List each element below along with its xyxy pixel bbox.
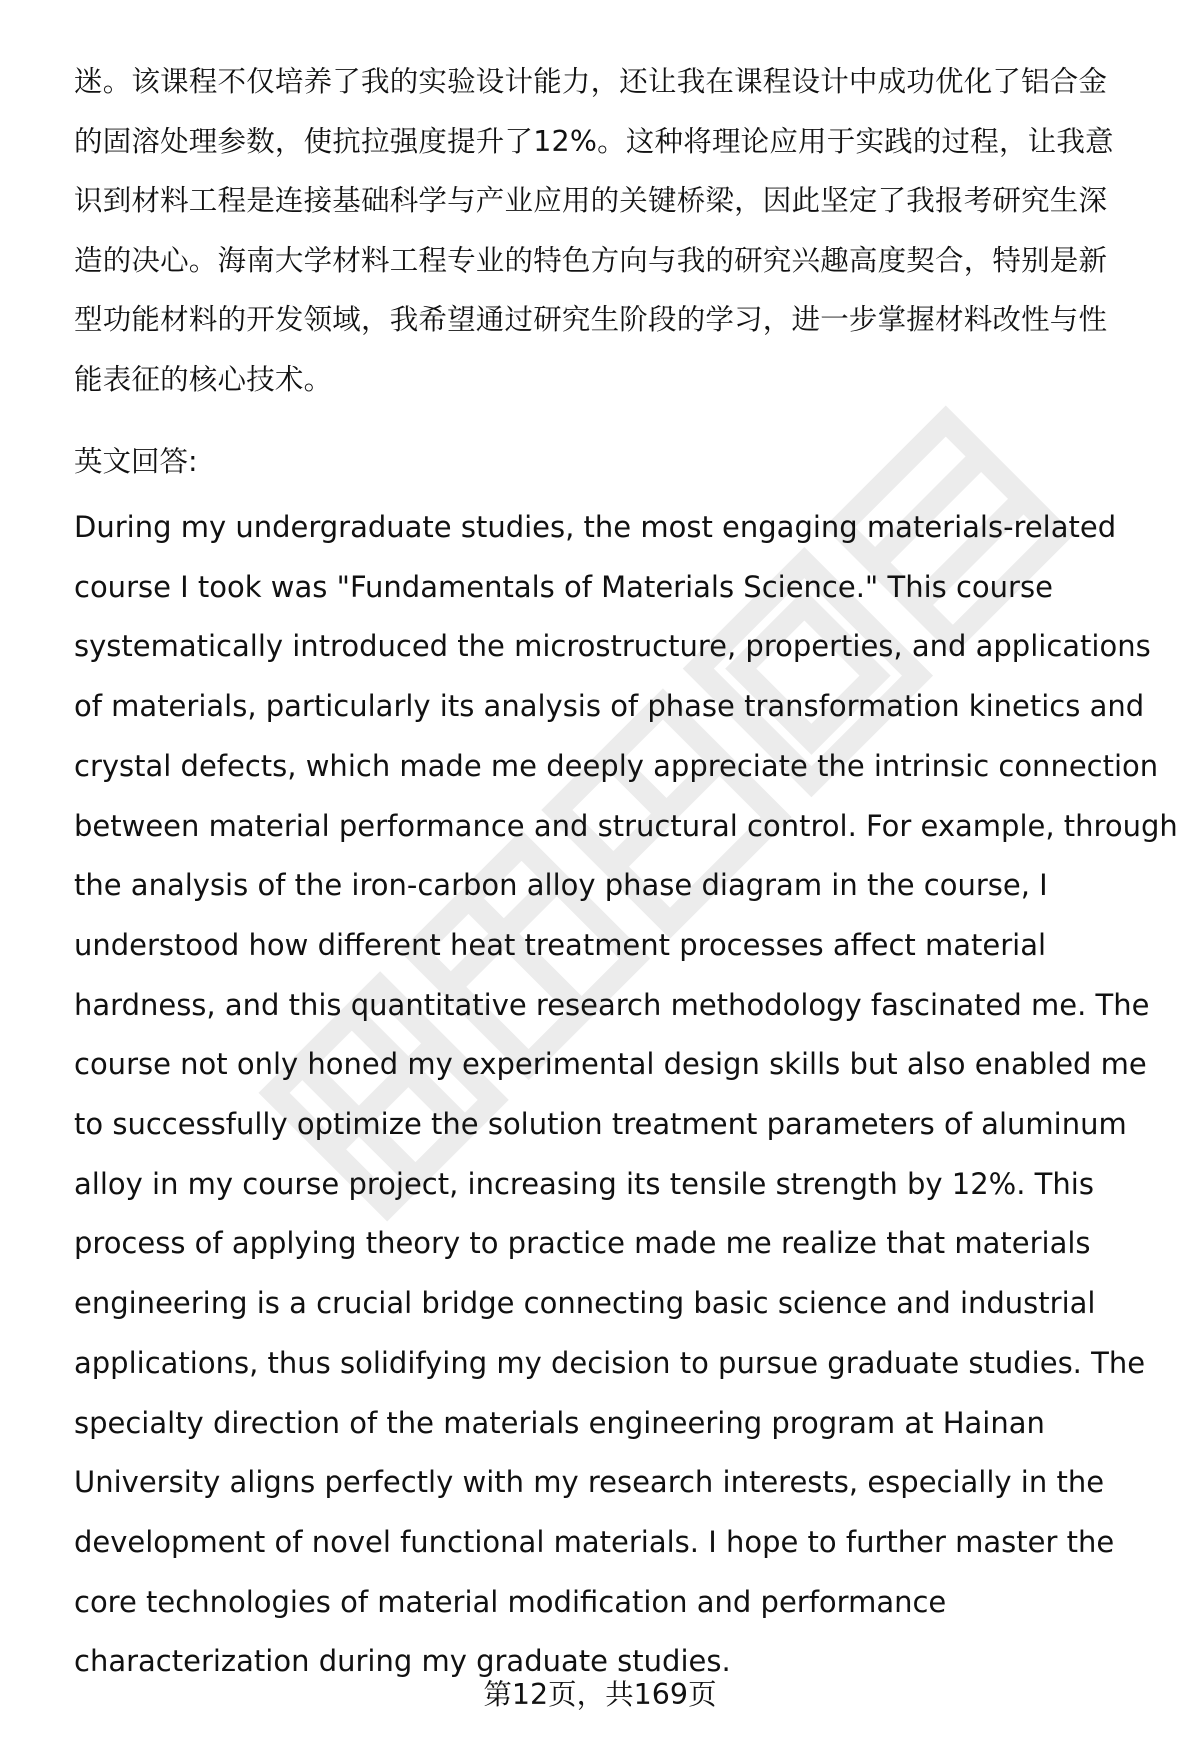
- en-line: process of applying theory to practice made me realize that materials: [74, 1226, 1091, 1261]
- english-body-paragraph: [74, 498, 1178, 1692]
- en-line: alloy in my course project, increasing its tensile strength by 12%. This: [74, 1166, 1094, 1201]
- cn-line: 造的决心。海南大学材料工程专业的特色方向与我的研究兴趣高度契合，特别是新: [74, 243, 1108, 277]
- en-line: between material performance and structural control. For example, through: [74, 808, 1178, 843]
- en-line: systematically introduced the microstructure, properties, and applications: [74, 629, 1151, 664]
- en-line: specialty direction of the materials engineering program at Hainan: [74, 1405, 1045, 1440]
- en-line: hardness, and this quantitative research methodology fascinated me. The: [74, 987, 1150, 1022]
- en-line: the analysis of the iron-carbon alloy phase diagram in the course, I: [74, 868, 1048, 903]
- en-line: to successfully optimize the solution treatment parameters of aluminum: [74, 1107, 1127, 1142]
- cn-line: 识到材料工程是连接基础科学与产业应用的关键桥梁，因此坚定了我报考研究生深: [74, 184, 1108, 217]
- english-answer-heading: 英文回答:: [74, 445, 198, 478]
- en-line: crystal defects, which made me deeply appreciate the intrinsic connection: [74, 748, 1159, 783]
- cn-line: 型功能材料的开发领域，我希望通过研究生阶段的学习，进一步掌握材料改性与性: [74, 303, 1108, 336]
- en-line: development of novel functional materials. I hope to further master the: [74, 1524, 1115, 1559]
- en-line: characterization during my graduate studies.: [74, 1644, 731, 1679]
- en-line: core technologies of material modification and performance: [74, 1584, 947, 1619]
- en-line: During my undergraduate studies, the most engaging materials-related: [74, 510, 1117, 544]
- en-line: of materials, particularly its analysis of phase transformation kinetics and: [74, 689, 1145, 724]
- cn-line: 能表征的核心技术。: [74, 362, 333, 396]
- en-line: course I took was "Fundamentals of Materials Science." This course: [74, 569, 1053, 604]
- en-line: engineering is a crucial bridge connecting basic science and industrial: [74, 1286, 1096, 1321]
- chinese-body-paragraph: [74, 52, 1164, 409]
- en-line: course not only honed my experimental design skills but also enabled me: [74, 1047, 1147, 1082]
- cn-line: 迷。该课程不仅培养了我的实验设计能力，还让我在课程设计中成功优化了铝合金: [74, 65, 1108, 98]
- page-number-footer: 第12页，共169页: [483, 1678, 717, 1711]
- en-line: understood how different heat treatment processes affect material: [74, 927, 1047, 962]
- cn-line: 的固溶处理参数，使抗拉强度提升了12%。这种将理论应用于实践的过程，让我意: [74, 124, 1114, 158]
- en-line: applications, thus solidifying my decision to pursue graduate studies. The: [74, 1345, 1146, 1380]
- en-line: University aligns perfectly with my research interests, especially in the: [74, 1465, 1105, 1500]
